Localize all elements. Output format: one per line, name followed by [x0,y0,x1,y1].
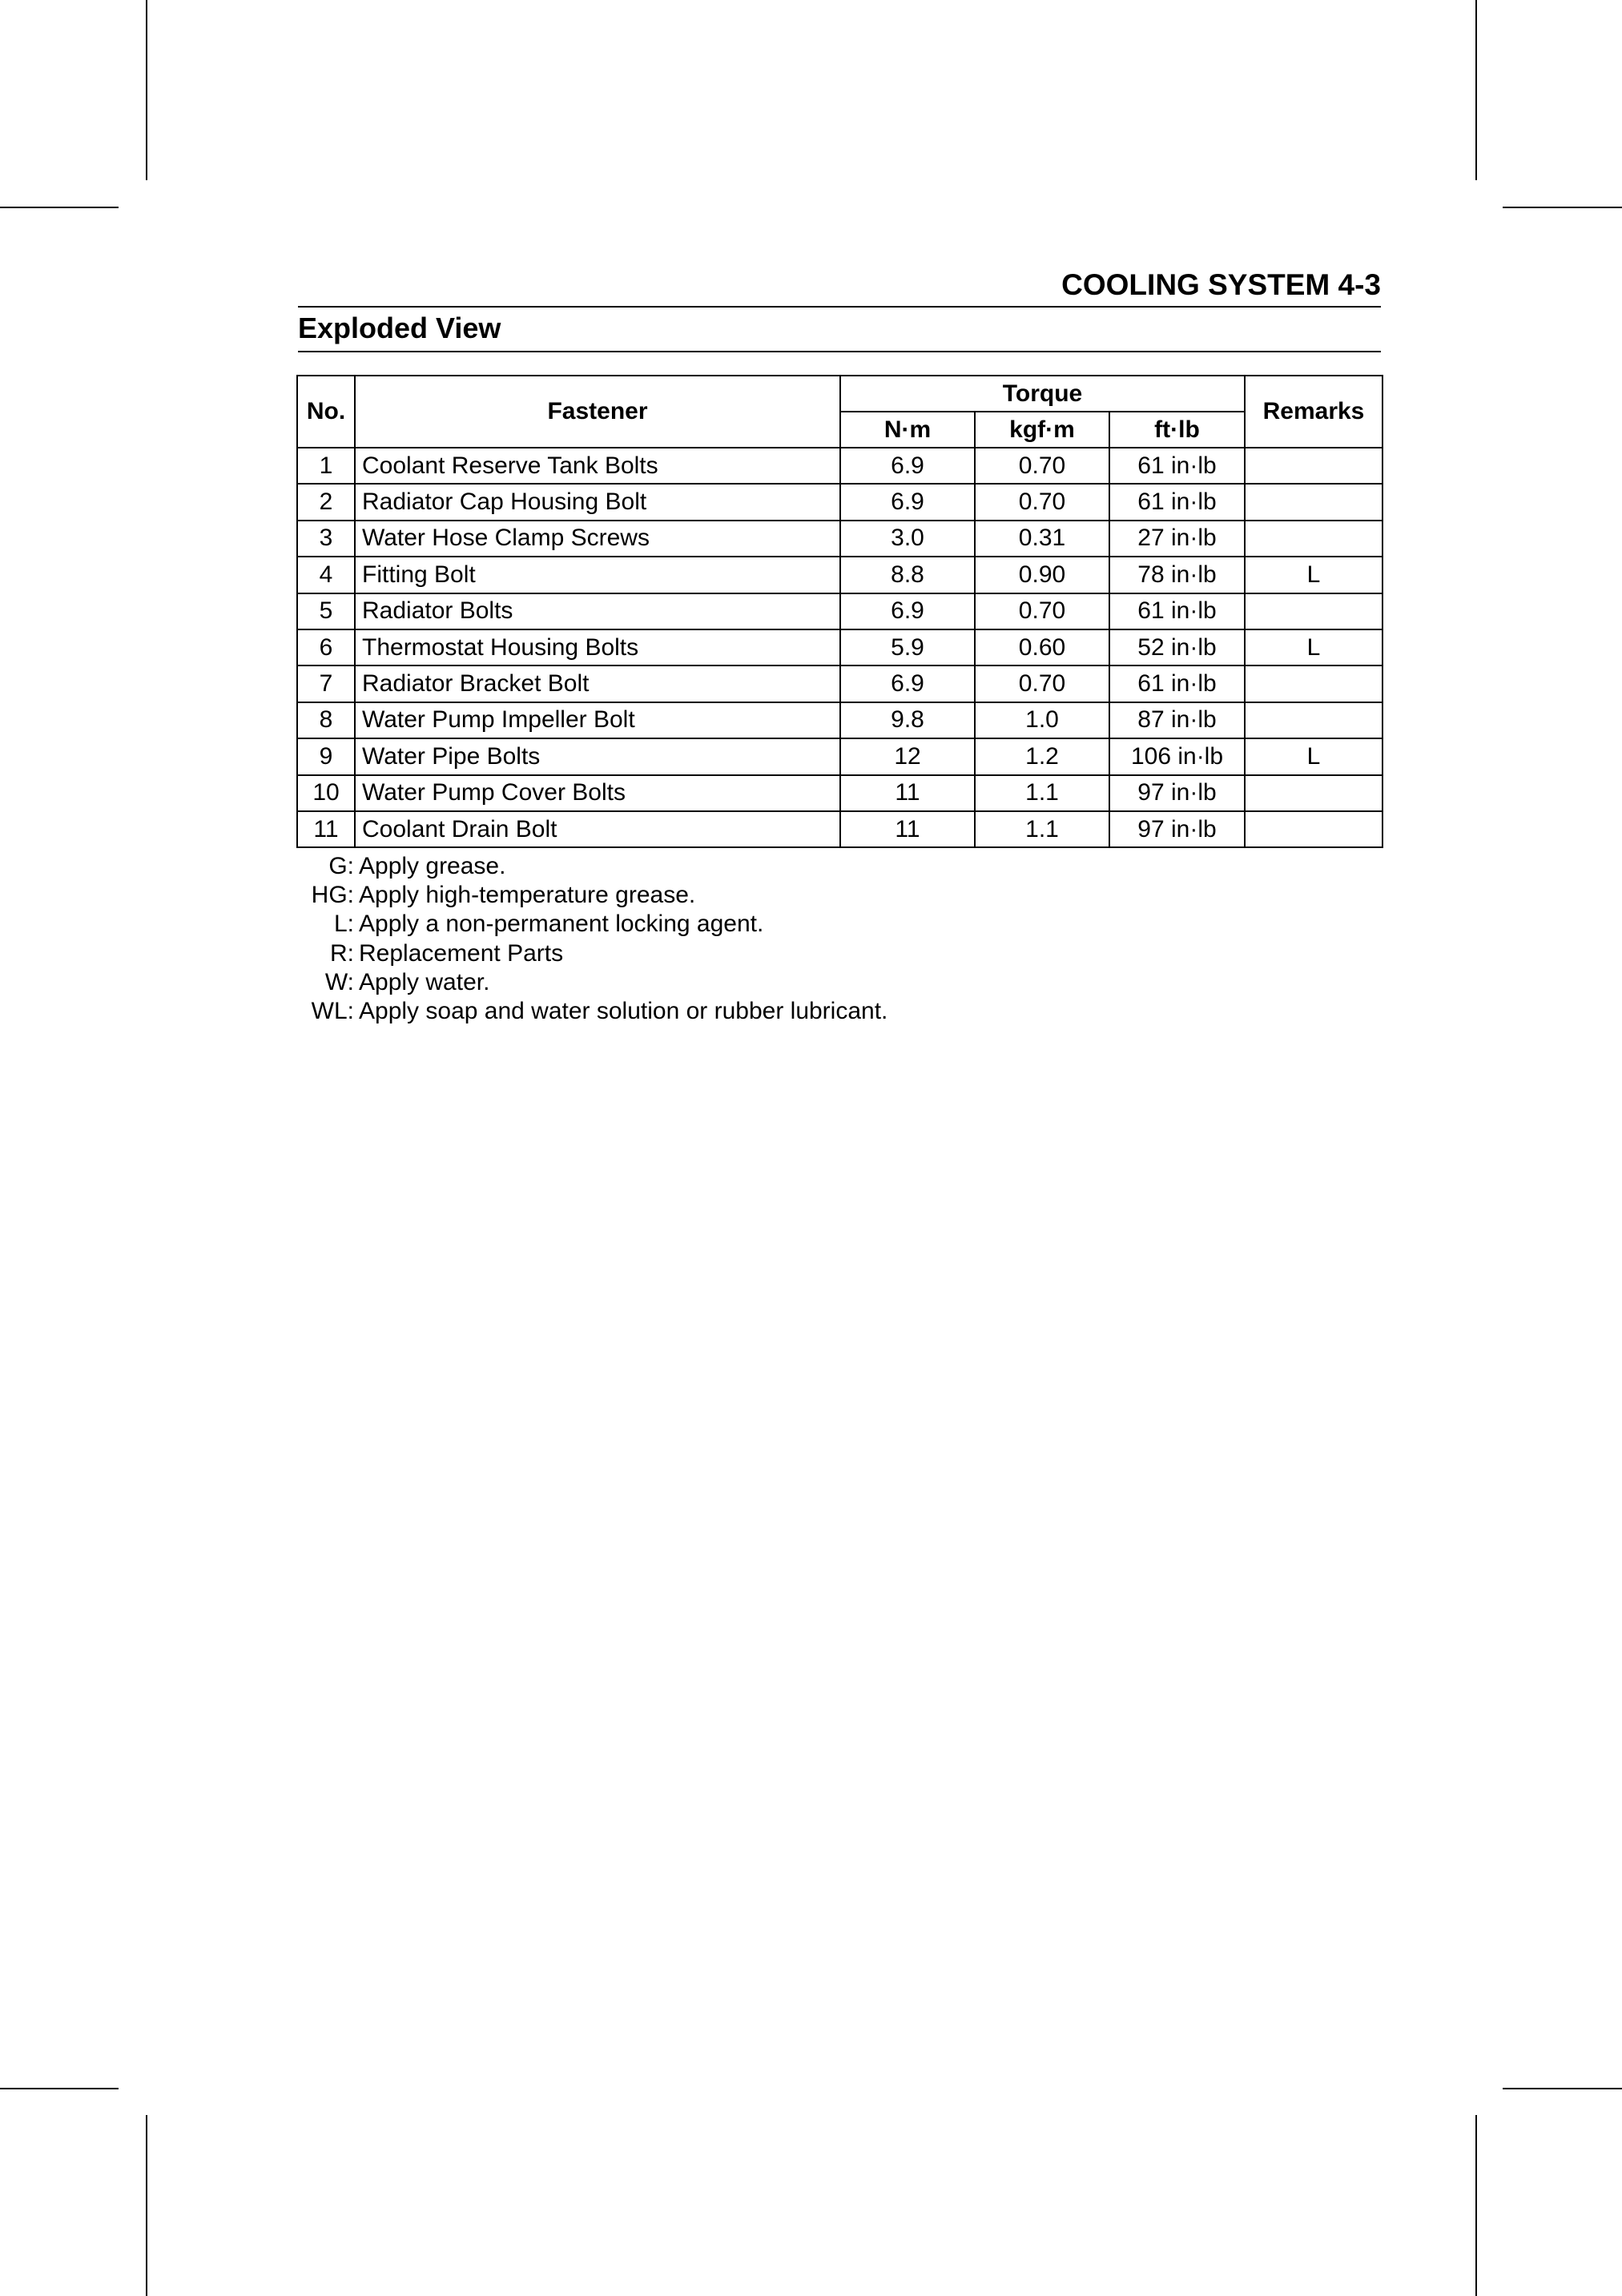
row-number: 7 [297,665,355,702]
table-row [297,484,1383,520]
remarks-cell [1245,702,1383,738]
remarks-cell: L [1245,738,1383,774]
remarks-cell [1245,811,1383,847]
legend-code: R: [330,939,354,967]
torque-nm: 6.9 [840,484,975,520]
legend-text: Apply high-temperature grease. [359,882,696,909]
fastener-name: Water Pump Impeller Bolt [355,702,840,738]
legend [298,852,887,1026]
torque-ftlb: 61 in·lb [1109,665,1245,702]
torque-nm: 3.0 [840,521,975,557]
legend-text: Apply soap and water solution or rubber lubricant. [359,998,888,1025]
torque-kgfm: 1.0 [975,702,1109,738]
torque-nm: 5.9 [840,629,975,665]
table-row [297,702,1383,738]
fastener-name: Water Pipe Bolts [355,738,840,774]
legend-text: Replacement Parts [359,939,564,967]
torque-nm: 9.8 [840,702,975,738]
header-torque: Torque [840,376,1245,412]
legend-text: Apply a non-permanent locking agent. [359,911,764,938]
torque-ftlb: 61 in·lb [1109,448,1245,484]
remarks-cell [1245,484,1383,520]
legend-item [298,997,887,1026]
section-title: Exploded View [298,312,501,344]
legend-text: Apply grease. [359,853,506,879]
fastener-name: Water Hose Clamp Screws [355,521,840,557]
remarks-cell: L [1245,629,1383,665]
torque-kgfm: 1.1 [975,811,1109,847]
crop-mark [1503,2088,1622,2089]
row-number: 1 [297,448,355,484]
remarks-cell [1245,775,1383,811]
crop-mark [0,207,119,208]
legend-code: HG: [311,882,354,909]
legend-text: Apply water. [359,968,490,995]
fastener-name: Radiator Bracket Bolt [355,665,840,702]
fastener-name: Radiator Cap Housing Bolt [355,484,840,520]
legend-item [298,910,887,939]
remarks-cell [1245,593,1383,629]
fastener-name: Coolant Reserve Tank Bolts [355,448,840,484]
header-remarks: Remarks [1245,376,1383,448]
remarks-cell [1245,448,1383,484]
torque-nm: 6.9 [840,448,975,484]
torque-table [296,375,1383,848]
torque-ftlb: 52 in·lb [1109,629,1245,665]
torque-kgfm: 0.70 [975,665,1109,702]
torque-nm: 12 [840,738,975,774]
crop-mark [146,2115,147,2296]
legend-item [298,881,887,910]
torque-ftlb: 97 in·lb [1109,811,1245,847]
torque-nm: 8.8 [840,557,975,593]
header-no: No. [297,376,355,448]
crop-mark [146,0,147,180]
table-row [297,775,1383,811]
remarks-cell: L [1245,557,1383,593]
torque-ftlb: 87 in·lb [1109,702,1245,738]
table-body [297,448,1383,847]
table-row [297,811,1383,847]
table-row [297,665,1383,702]
table-row [297,521,1383,557]
fastener-name: Water Pump Cover Bolts [355,775,840,811]
header-fastener: Fastener [355,376,840,448]
table-row [297,557,1383,593]
torque-nm: 6.9 [840,665,975,702]
torque-ftlb: 97 in·lb [1109,775,1245,811]
torque-kgfm: 0.70 [975,484,1109,520]
row-number: 8 [297,702,355,738]
remarks-cell [1245,665,1383,702]
table-row [297,448,1383,484]
torque-kgfm: 0.31 [975,521,1109,557]
header-unit-ftlb: ft·lb [1109,412,1245,448]
fastener-name: Radiator Bolts [355,593,840,629]
torque-nm: 11 [840,775,975,811]
torque-ftlb: 106 in·lb [1109,738,1245,774]
row-number: 5 [297,593,355,629]
legend-item [298,939,887,968]
crop-mark [1475,2115,1477,2296]
fastener-name: Fitting Bolt [355,557,840,593]
remarks-cell [1245,521,1383,557]
crop-mark [1475,0,1477,180]
crop-mark [1503,207,1622,208]
torque-ftlb: 78 in·lb [1109,557,1245,593]
row-number: 11 [297,811,355,847]
torque-kgfm: 1.1 [975,775,1109,811]
row-number: 9 [297,738,355,774]
torque-nm: 11 [840,811,975,847]
torque-kgfm: 0.90 [975,557,1109,593]
row-number: 3 [297,521,355,557]
chapter-title: COOLING SYSTEM 4-3 [1061,268,1381,301]
torque-nm: 6.9 [840,593,975,629]
table-row [297,629,1383,665]
table-row [297,593,1383,629]
header-unit-kgfm: kgf·m [975,412,1109,448]
legend-code: L: [333,911,354,938]
torque-ftlb: 61 in·lb [1109,484,1245,520]
row-number: 2 [297,484,355,520]
legend-code: W: [324,968,354,995]
table-row [297,738,1383,774]
torque-kgfm: 0.70 [975,593,1109,629]
torque-kgfm: 0.60 [975,629,1109,665]
row-number: 4 [297,557,355,593]
torque-ftlb: 27 in·lb [1109,521,1245,557]
torque-kgfm: 1.2 [975,738,1109,774]
fastener-name: Thermostat Housing Bolts [355,629,840,665]
fastener-name: Coolant Drain Bolt [355,811,840,847]
row-number: 6 [297,629,355,665]
torque-ftlb: 61 in·lb [1109,593,1245,629]
header-unit-nm: N·m [840,412,975,448]
legend-code: WL: [311,998,354,1025]
page-header [298,264,1381,352]
legend-item [298,852,887,881]
legend-item [298,968,887,997]
section-rule [298,351,1381,352]
crop-mark [0,2088,119,2089]
legend-code: G: [328,853,354,879]
torque-kgfm: 0.70 [975,448,1109,484]
row-number: 10 [297,775,355,811]
